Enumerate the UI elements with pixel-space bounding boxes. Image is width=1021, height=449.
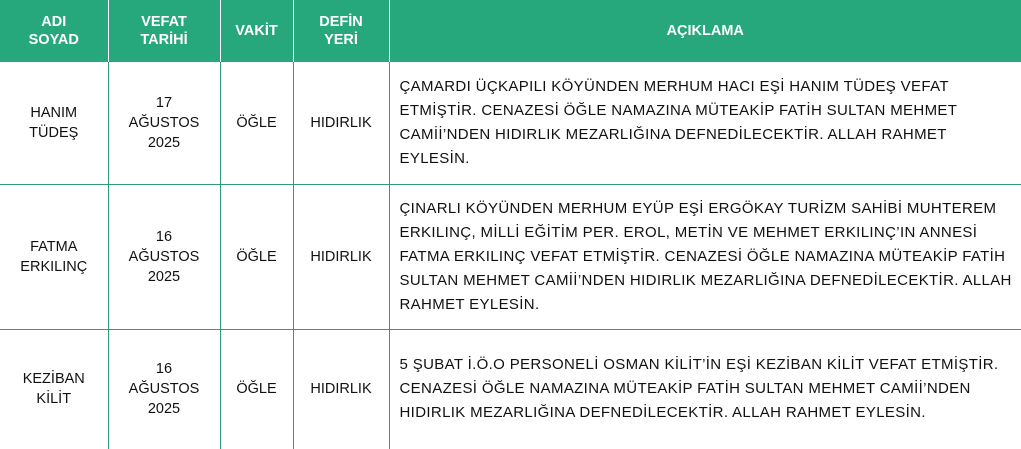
cell-name: HANIM TÜDEŞ <box>0 62 108 184</box>
cell-place: HIDIRLIK <box>293 184 389 329</box>
header-date: VEFAT TARİHİ <box>108 0 220 62</box>
cell-date: 17 AĞUSTOS 2025 <box>108 62 220 184</box>
cell-time: ÖĞLE <box>220 62 293 184</box>
table-row <box>0 62 1021 184</box>
cell-description: ÇAMARDI ÜÇKAPILI KÖYÜNDEN MERHUM HACI EŞİ HANIM TÜDEŞ VEFAT ETMİŞTİR. CENAZESİ ÖĞLE NAMAZINA MÜTEAKİP FATİH SULTAN MEHMET CAMİİ’NDEN HIDIRLIK MEZARLIĞINA DEFNEDİLECEKTİR. ALLAH RAHMET EYLESİN. <box>389 62 1021 184</box>
header-description: AÇIKLAMA <box>389 0 1021 62</box>
cell-time: ÖĞLE <box>220 329 293 449</box>
cell-date: 16 AĞUSTOS 2025 <box>108 329 220 449</box>
header-name: ADI SOYAD <box>0 0 108 62</box>
table-body <box>0 62 1021 449</box>
header-row <box>0 0 1021 62</box>
cell-description: ÇINARLI KÖYÜNDEN MERHUM EYÜP EŞİ ERGÖKAY TURİZM SAHİBİ MUHTEREM ERKILINÇ, MİLLİ EĞİTİM PER. EROL, METİN VE MEHMET ERKILINÇ’IN ANNESİ FATMA ERKILINÇ VEFAT ETMİŞTİR. CENAZESİ ÖĞLE NAMAZINA MÜTEAKİP FATİH SULTAN MEHMET CAMİİ’NDEN HIDIRLIK MEZARLIĞINA DEFNEDİLECEKTİR. ALLAH RAHMET EYLESİN. <box>389 184 1021 329</box>
cell-place: HIDIRLIK <box>293 62 389 184</box>
table-row <box>0 329 1021 449</box>
cell-date: 16 AĞUSTOS 2025 <box>108 184 220 329</box>
cell-name: FATMA ERKILINÇ <box>0 184 108 329</box>
table-header <box>0 0 1021 62</box>
table-row <box>0 184 1021 329</box>
cell-description: 5 ŞUBAT İ.Ö.O PERSONELİ OSMAN KİLİT’İN EŞİ KEZİBAN KİLİT VEFAT ETMİŞTİR. CENAZESİ ÖĞLE NAMAZINA MÜTEAKİP FATİH SULTAN MEHMET CAMİİ’NDEN HIDIRLIK MEZARLIĞINA DEFNEDİLECEKTİR. ALLAH RAHMET EYLESİN. <box>399 356 999 422</box>
cell-place: HIDIRLIK <box>293 329 389 449</box>
cell-name: KEZİBAN KİLİT <box>0 329 108 449</box>
cell-time: ÖĞLE <box>220 184 293 329</box>
header-time: VAKİT <box>220 0 293 62</box>
header-place: DEFİN YERİ <box>293 0 389 62</box>
